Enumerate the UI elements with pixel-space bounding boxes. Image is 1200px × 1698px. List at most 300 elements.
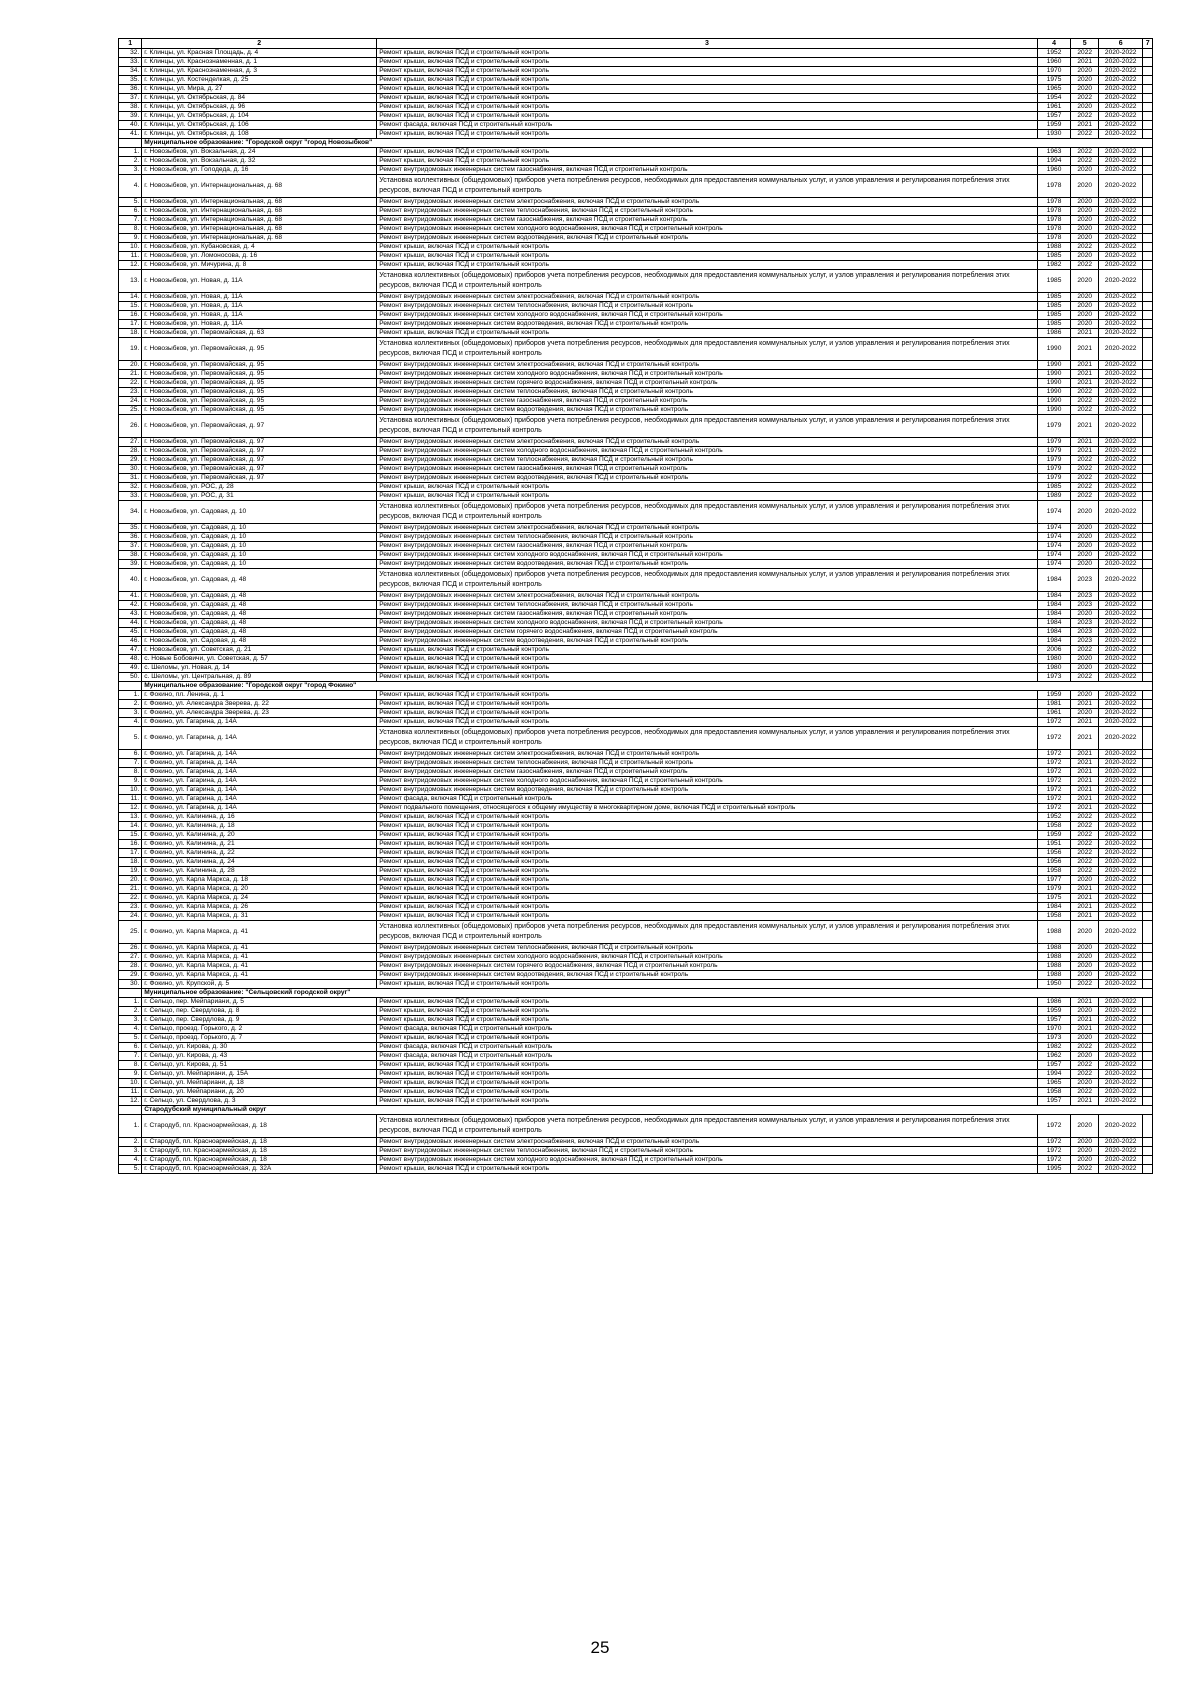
row-number: 23. xyxy=(119,903,142,912)
table-row xyxy=(119,58,1153,67)
planned-year: 2020 xyxy=(1071,225,1099,234)
address: г. Новозыбков, ул. Садовая, д. 48 xyxy=(142,592,377,601)
address: г. Фокино, ул. Гагарина, д. 14А xyxy=(142,795,377,804)
planned-year: 2022 xyxy=(1071,813,1099,822)
period: 2020-2022 xyxy=(1098,551,1142,560)
period: 2020-2022 xyxy=(1098,691,1142,700)
work-type: Ремонт внутридомовых инженерных систем холодного водоснабжения, включая ПСД и строительный контроль xyxy=(377,953,1037,962)
document-sheet xyxy=(118,38,1153,1174)
work-type: Ремонт внутридомовых инженерных систем холодного водоснабжения, включая ПСД и строительный контроль xyxy=(377,225,1037,234)
address: г. Новозыбков, ул. Первомайская, д. 97 xyxy=(142,465,377,474)
table-row xyxy=(119,628,1153,637)
address: г. Клинцы, ул. Октябрьская, д. 104 xyxy=(142,112,377,121)
table-row xyxy=(119,492,1153,501)
address: г. Фокино, пл. Ленина, д. 1 xyxy=(142,691,377,700)
build-year: 1972 xyxy=(1037,1147,1071,1156)
row-number: 1. xyxy=(119,1115,142,1138)
planned-year: 2022 xyxy=(1071,1061,1099,1070)
work-type: Ремонт крыши, включая ПСД и строительный контроль xyxy=(377,1034,1037,1043)
repair-program-table xyxy=(118,38,1153,1174)
table-row xyxy=(119,198,1153,207)
table-row xyxy=(119,822,1153,831)
planned-year: 2020 xyxy=(1071,293,1099,302)
row-number: 28. xyxy=(119,447,142,456)
build-year: 1960 xyxy=(1037,166,1071,175)
empty-col-7 xyxy=(1143,388,1153,397)
build-year: 1985 xyxy=(1037,302,1071,311)
planned-year: 2020 xyxy=(1071,709,1099,718)
planned-year: 2020 xyxy=(1071,664,1099,673)
work-type: Ремонт внутридомовых инженерных систем газоснабжения, включая ПСД и строительный контроль xyxy=(377,465,1037,474)
build-year: 1979 xyxy=(1037,438,1071,447)
table-row xyxy=(119,700,1153,709)
table-row xyxy=(119,912,1153,921)
table-row xyxy=(119,130,1153,139)
empty-col-7 xyxy=(1143,456,1153,465)
table-row xyxy=(119,709,1153,718)
row-number: 10. xyxy=(119,786,142,795)
row-number: 7. xyxy=(119,759,142,768)
table-row xyxy=(119,438,1153,447)
work-type: Ремонт внутридомовых инженерных систем холодного водоснабжения, включая ПСД и строительный контроль xyxy=(377,551,1037,560)
work-type: Ремонт внутридомовых инженерных систем теплоснабжения, включая ПСД и строительный контроль xyxy=(377,207,1037,216)
work-type: Ремонт крыши, включая ПСД и строительный контроль xyxy=(377,980,1037,989)
address: г. Сельцо, ул. Мейпариани, д. 18 xyxy=(142,1079,377,1088)
address: г. Фокино, ул. Карла Маркса, д. 41 xyxy=(142,971,377,980)
work-type: Ремонт внутридомовых инженерных систем электроснабжения, включая ПСД и строительный контроль xyxy=(377,524,1037,533)
table-row xyxy=(119,293,1153,302)
table-row xyxy=(119,49,1153,58)
planned-year: 2021 xyxy=(1071,121,1099,130)
table-row xyxy=(119,501,1153,524)
period: 2020-2022 xyxy=(1098,243,1142,252)
address: г. Сельцо, ул. Кирова, д. 30 xyxy=(142,1043,377,1052)
period: 2020-2022 xyxy=(1098,637,1142,646)
period: 2020-2022 xyxy=(1098,921,1142,944)
empty-col-7 xyxy=(1143,551,1153,560)
row-number: 14. xyxy=(119,293,142,302)
row-number: 38. xyxy=(119,103,142,112)
work-type: Ремонт крыши, включая ПСД и строительный контроль xyxy=(377,646,1037,655)
address: г. Фокино, ул. Карла Маркса, д. 26 xyxy=(142,903,377,912)
address: г. Фокино, ул. Гагарина, д. 14А xyxy=(142,804,377,813)
build-year: 1965 xyxy=(1037,85,1071,94)
work-type: Ремонт крыши, включая ПСД и строительный контроль xyxy=(377,876,1037,885)
empty-col-7 xyxy=(1143,415,1153,438)
period: 2020-2022 xyxy=(1098,1016,1142,1025)
planned-year: 2020 xyxy=(1071,921,1099,944)
work-type: Ремонт крыши, включая ПСД и строительный контроль xyxy=(377,76,1037,85)
table-row xyxy=(119,786,1153,795)
build-year: 1988 xyxy=(1037,962,1071,971)
table-row xyxy=(119,338,1153,361)
build-year: 1975 xyxy=(1037,894,1071,903)
row-number: 4. xyxy=(119,175,142,198)
work-type: Ремонт крыши, включая ПСД и строительный контроль xyxy=(377,58,1037,67)
period: 2020-2022 xyxy=(1098,1115,1142,1138)
planned-year: 2020 xyxy=(1071,501,1099,524)
planned-year: 2022 xyxy=(1071,112,1099,121)
period: 2020-2022 xyxy=(1098,1034,1142,1043)
address: г. Фокино, ул. Гагарина, д. 14А xyxy=(142,759,377,768)
row-number: 1. xyxy=(119,148,142,157)
planned-year: 2022 xyxy=(1071,646,1099,655)
build-year: 1984 xyxy=(1037,637,1071,646)
table-row xyxy=(119,320,1153,329)
work-type: Ремонт крыши, включая ПСД и строительный контроль xyxy=(377,243,1037,252)
empty-col-7 xyxy=(1143,76,1153,85)
row-number: 18. xyxy=(119,329,142,338)
build-year: 1973 xyxy=(1037,1034,1071,1043)
build-year: 1961 xyxy=(1037,709,1071,718)
empty-col-7 xyxy=(1143,980,1153,989)
address: г. Фокино, ул. Карла Маркса, д. 41 xyxy=(142,944,377,953)
address: г. Новозыбков, ул. Садовая, д. 48 xyxy=(142,628,377,637)
period: 2020-2022 xyxy=(1098,592,1142,601)
build-year: 1958 xyxy=(1037,822,1071,831)
table-row xyxy=(119,76,1153,85)
address: г. Новозыбков, ул. Голодеда, д. 16 xyxy=(142,166,377,175)
row-number: 13. xyxy=(119,813,142,822)
empty-col-7 xyxy=(1143,67,1153,76)
period: 2020-2022 xyxy=(1098,130,1142,139)
table-row xyxy=(119,270,1153,293)
address: с. Шеломы, ул. Новая, д. 14 xyxy=(142,664,377,673)
work-type: Установка коллективных (общедомовых) приборов учета потребления ресурсов, необходимых для предоставления коммунальных услуг, и узлов управления и регулирования потребления этих ресурсов, включая ПСД и строительный контроль xyxy=(377,1115,1037,1138)
work-type: Установка коллективных (общедомовых) приборов учета потребления ресурсов, необходимых для предоставления коммунальных услуг, и узлов управления и регулирования потребления этих ресурсов, включая ПСД и строительный контроль xyxy=(377,270,1037,293)
build-year: 1959 xyxy=(1037,691,1071,700)
table-row xyxy=(119,718,1153,727)
row-number: 25. xyxy=(119,921,142,944)
work-type: Ремонт крыши, включая ПСД и строительный контроль xyxy=(377,849,1037,858)
build-year: 1970 xyxy=(1037,67,1071,76)
build-year: 1988 xyxy=(1037,971,1071,980)
row-number: 11. xyxy=(119,795,142,804)
planned-year: 2020 xyxy=(1071,175,1099,198)
planned-year: 2021 xyxy=(1071,912,1099,921)
empty-col-7 xyxy=(1143,94,1153,103)
build-year: 1990 xyxy=(1037,406,1071,415)
work-type: Ремонт крыши, включая ПСД и строительный контроль xyxy=(377,655,1037,664)
table-row xyxy=(119,1070,1153,1079)
work-type: Ремонт внутридомовых инженерных систем водоотведения, включая ПСД и строительный контроль xyxy=(377,560,1037,569)
build-year: 1978 xyxy=(1037,198,1071,207)
work-type: Ремонт внутридомовых инженерных систем электроснабжения, включая ПСД и строительный контроль xyxy=(377,361,1037,370)
period: 2020-2022 xyxy=(1098,216,1142,225)
table-row xyxy=(119,67,1153,76)
empty-col-7 xyxy=(1143,962,1153,971)
work-type: Ремонт внутридомовых инженерных систем электроснабжения, включая ПСД и строительный контроль xyxy=(377,293,1037,302)
work-type: Установка коллективных (общедомовых) приборов учета потребления ресурсов, необходимых для предоставления коммунальных услуг, и узлов управления и регулирования потребления этих ресурсов, включая ПСД и строительный контроль xyxy=(377,921,1037,944)
address: г. Сельцо, ул. Кирова, д. 51 xyxy=(142,1061,377,1070)
table-row xyxy=(119,243,1153,252)
table-row xyxy=(119,569,1153,592)
row-number: 9. xyxy=(119,234,142,243)
col-header-2: 2 xyxy=(142,39,377,49)
row-number: 12. xyxy=(119,1097,142,1106)
address: г. Новозыбков, ул. Интернациональная, д. 68 xyxy=(142,207,377,216)
planned-year: 2022 xyxy=(1071,849,1099,858)
address: г. Фокино, ул. Гагарина, д. 14А xyxy=(142,768,377,777)
page-number: 25 xyxy=(590,1638,610,1657)
empty-col-7 xyxy=(1143,673,1153,682)
row-number: 3. xyxy=(119,709,142,718)
planned-year: 2021 xyxy=(1071,1016,1099,1025)
empty-col-7 xyxy=(1143,261,1153,270)
period: 2020-2022 xyxy=(1098,1147,1142,1156)
period: 2020-2022 xyxy=(1098,474,1142,483)
row-number: 49. xyxy=(119,664,142,673)
planned-year: 2020 xyxy=(1071,691,1099,700)
row-number: 16. xyxy=(119,311,142,320)
address: г. Клинцы, ул. Октябрьская, д. 108 xyxy=(142,130,377,139)
table-row xyxy=(119,85,1153,94)
address: г. Новозыбков, ул. Интернациональная, д. 68 xyxy=(142,198,377,207)
planned-year: 2021 xyxy=(1071,58,1099,67)
table-row xyxy=(119,261,1153,270)
build-year: 1984 xyxy=(1037,601,1071,610)
address: г. Фокино, ул. Крупской, д. 5 xyxy=(142,980,377,989)
period: 2020-2022 xyxy=(1098,1156,1142,1165)
address: г. Сельцо, ул. Мейпариани, д. 15А xyxy=(142,1070,377,1079)
work-type: Ремонт крыши, включая ПСД и строительный контроль xyxy=(377,998,1037,1007)
build-year: 1979 xyxy=(1037,447,1071,456)
period: 2020-2022 xyxy=(1098,293,1142,302)
table-row xyxy=(119,166,1153,175)
period: 2020-2022 xyxy=(1098,1097,1142,1106)
table-row xyxy=(119,998,1153,1007)
row-number: 18. xyxy=(119,858,142,867)
work-type: Ремонт внутридомовых инженерных систем горячего водоснабжения, включая ПСД и строительный контроль xyxy=(377,962,1037,971)
address: г. Новозыбков, ул. Вокзальная, д. 24 xyxy=(142,148,377,157)
work-type: Ремонт внутридомовых инженерных систем электроснабжения, включая ПСД и строительный контроль xyxy=(377,198,1037,207)
build-year: 1978 xyxy=(1037,234,1071,243)
empty-col-7 xyxy=(1143,103,1153,112)
planned-year: 2020 xyxy=(1071,962,1099,971)
row-number: 30. xyxy=(119,980,142,989)
empty-col-7 xyxy=(1143,175,1153,198)
table-row xyxy=(119,795,1153,804)
period: 2020-2022 xyxy=(1098,569,1142,592)
planned-year: 2021 xyxy=(1071,700,1099,709)
build-year: 1994 xyxy=(1037,1070,1071,1079)
work-type: Ремонт крыши, включая ПСД и строительный контроль xyxy=(377,1016,1037,1025)
planned-year: 2020 xyxy=(1071,1115,1099,1138)
row-number: 27. xyxy=(119,438,142,447)
period: 2020-2022 xyxy=(1098,718,1142,727)
period: 2020-2022 xyxy=(1098,533,1142,542)
build-year: 1985 xyxy=(1037,311,1071,320)
work-type: Ремонт фасада, включая ПСД и строительный контроль xyxy=(377,1052,1037,1061)
row-number: 6. xyxy=(119,207,142,216)
empty-col-7 xyxy=(1143,166,1153,175)
build-year: 1972 xyxy=(1037,1156,1071,1165)
build-year: 1994 xyxy=(1037,157,1071,166)
address: г. Новозыбков, ул. Ломоносова, д. 16 xyxy=(142,252,377,261)
address: г. Фокино, ул. Карла Маркса, д. 41 xyxy=(142,921,377,944)
address: г. Фокино, ул. Гагарина, д. 14А xyxy=(142,777,377,786)
row-number: 9. xyxy=(119,1070,142,1079)
planned-year: 2020 xyxy=(1071,610,1099,619)
empty-col-7 xyxy=(1143,1052,1153,1061)
build-year: 1986 xyxy=(1037,998,1071,1007)
work-type: Ремонт крыши, включая ПСД и строительный контроль xyxy=(377,252,1037,261)
period: 2020-2022 xyxy=(1098,406,1142,415)
address: г. Фокино, ул. Калинина, д. 16 xyxy=(142,813,377,822)
address: г. Новозыбков, ул. Садовая, д. 48 xyxy=(142,601,377,610)
planned-year: 2021 xyxy=(1071,903,1099,912)
table-row xyxy=(119,361,1153,370)
planned-year: 2020 xyxy=(1071,234,1099,243)
col-header-3: 3 xyxy=(377,39,1037,49)
work-type: Ремонт внутридомовых инженерных систем электроснабжения, включая ПСД и строительный контроль xyxy=(377,438,1037,447)
work-type: Установка коллективных (общедомовых) приборов учета потребления ресурсов, необходимых для предоставления коммунальных услуг, и узлов управления и регулирования потребления этих ресурсов, включая ПСД и строительный контроль xyxy=(377,569,1037,592)
build-year: 1982 xyxy=(1037,1043,1071,1052)
period: 2020-2022 xyxy=(1098,912,1142,921)
period: 2020-2022 xyxy=(1098,998,1142,1007)
empty-col-7 xyxy=(1143,1165,1153,1174)
build-year: 1985 xyxy=(1037,483,1071,492)
table-row xyxy=(119,415,1153,438)
planned-year: 2023 xyxy=(1071,619,1099,628)
row-number: 15. xyxy=(119,302,142,311)
period: 2020-2022 xyxy=(1098,885,1142,894)
address: г. Клинцы, ул. Красная Площадь, д. 4 xyxy=(142,49,377,58)
period: 2020-2022 xyxy=(1098,103,1142,112)
planned-year: 2022 xyxy=(1071,243,1099,252)
work-type: Ремонт крыши, включая ПСД и строительный контроль xyxy=(377,867,1037,876)
empty-col-7 xyxy=(1143,637,1153,646)
work-type: Ремонт крыши, включая ПСД и строительный контроль xyxy=(377,1070,1037,1079)
empty-col-7 xyxy=(1143,1034,1153,1043)
section-title: Муниципальное образование: "Сельцовский городской округ" xyxy=(142,989,1153,998)
table-row xyxy=(119,1007,1153,1016)
build-year: 1988 xyxy=(1037,944,1071,953)
planned-year: 2020 xyxy=(1071,944,1099,953)
row-number: 22. xyxy=(119,894,142,903)
row-number: 11. xyxy=(119,1088,142,1097)
period: 2020-2022 xyxy=(1098,628,1142,637)
row-number: 2. xyxy=(119,157,142,166)
table-row xyxy=(119,768,1153,777)
address: г. Новозыбков, ул. Первомайская, д. 97 xyxy=(142,415,377,438)
build-year: 1963 xyxy=(1037,148,1071,157)
table-row xyxy=(119,406,1153,415)
work-type: Ремонт внутридомовых инженерных систем водоотведения, включая ПСД и строительный контроль xyxy=(377,971,1037,980)
empty-col-7 xyxy=(1143,921,1153,944)
work-type: Ремонт крыши, включая ПСД и строительный контроль xyxy=(377,813,1037,822)
period: 2020-2022 xyxy=(1098,121,1142,130)
work-type: Ремонт крыши, включая ПСД и строительный контроль xyxy=(377,700,1037,709)
table-row xyxy=(119,1097,1153,1106)
work-type: Ремонт крыши, включая ПСД и строительный контроль xyxy=(377,858,1037,867)
period: 2020-2022 xyxy=(1098,876,1142,885)
table-row xyxy=(119,397,1153,406)
period: 2020-2022 xyxy=(1098,610,1142,619)
empty-col-7 xyxy=(1143,474,1153,483)
build-year: 1984 xyxy=(1037,619,1071,628)
address: г. Новозыбков, ул. Садовая, д. 10 xyxy=(142,524,377,533)
planned-year: 2020 xyxy=(1071,67,1099,76)
planned-year: 2020 xyxy=(1071,560,1099,569)
period: 2020-2022 xyxy=(1098,709,1142,718)
address: г. Клинцы, ул. Октябрьская, д. 84 xyxy=(142,94,377,103)
address: г. Новозыбков, ул. Садовая, д. 10 xyxy=(142,501,377,524)
work-type: Ремонт внутридомовых инженерных систем теплоснабжения, включая ПСД и строительный контроль xyxy=(377,388,1037,397)
build-year: 1972 xyxy=(1037,1138,1071,1147)
build-year: 1984 xyxy=(1037,610,1071,619)
build-year: 1990 xyxy=(1037,338,1071,361)
build-year: 1974 xyxy=(1037,560,1071,569)
row-number: 43. xyxy=(119,610,142,619)
build-year: 1979 xyxy=(1037,885,1071,894)
address: г. Фокино, ул. Калинина, д. 18 xyxy=(142,822,377,831)
empty-col-7 xyxy=(1143,998,1153,1007)
empty-col-7 xyxy=(1143,148,1153,157)
work-type: Ремонт внутридомовых инженерных систем газоснабжения, включая ПСД и строительный контроль xyxy=(377,216,1037,225)
empty-col-7 xyxy=(1143,664,1153,673)
work-type: Ремонт крыши, включая ПСД и строительный контроль xyxy=(377,673,1037,682)
planned-year: 2022 xyxy=(1071,840,1099,849)
planned-year: 2023 xyxy=(1071,601,1099,610)
empty-col-7 xyxy=(1143,619,1153,628)
work-type: Ремонт внутридомовых инженерных систем водоотведения, включая ПСД и строительный контроль xyxy=(377,234,1037,243)
row-number: 40. xyxy=(119,569,142,592)
row-number: 10. xyxy=(119,1079,142,1088)
row-number: 30. xyxy=(119,465,142,474)
period: 2020-2022 xyxy=(1098,1165,1142,1174)
build-year: 1988 xyxy=(1037,243,1071,252)
planned-year: 2020 xyxy=(1071,252,1099,261)
table-row xyxy=(119,876,1153,885)
work-type: Ремонт внутридомовых инженерных систем холодного водоснабжения, включая ПСД и строительный контроль xyxy=(377,619,1037,628)
empty-col-7 xyxy=(1143,759,1153,768)
address: г. Новозыбков, ул. Первомайская, д. 95 xyxy=(142,361,377,370)
table-row xyxy=(119,592,1153,601)
table-row xyxy=(119,759,1153,768)
address: г. Клинцы, ул. Мира, д. 27 xyxy=(142,85,377,94)
build-year: 1984 xyxy=(1037,592,1071,601)
period: 2020-2022 xyxy=(1098,94,1142,103)
work-type: Ремонт крыши, включая ПСД и строительный контроль xyxy=(377,664,1037,673)
empty-col-7 xyxy=(1143,252,1153,261)
work-type: Ремонт фасада, включая ПСД и строительный контроль xyxy=(377,795,1037,804)
col-header-4: 4 xyxy=(1037,39,1071,49)
row-number: 41. xyxy=(119,592,142,601)
work-type: Ремонт фасада, включая ПСД и строительный контроль xyxy=(377,1025,1037,1034)
empty-col-7 xyxy=(1143,795,1153,804)
period: 2020-2022 xyxy=(1098,207,1142,216)
empty-col-7 xyxy=(1143,542,1153,551)
row-number: 1. xyxy=(119,998,142,1007)
work-type: Ремонт крыши, включая ПСД и строительный контроль xyxy=(377,885,1037,894)
period: 2020-2022 xyxy=(1098,1070,1142,1079)
address: г. Новозыбков, ул. Первомайская, д. 63 xyxy=(142,329,377,338)
planned-year: 2022 xyxy=(1071,388,1099,397)
period: 2020-2022 xyxy=(1098,1088,1142,1097)
work-type: Ремонт внутридомовых инженерных систем газоснабжения, включая ПСД и строительный контроль xyxy=(377,542,1037,551)
period: 2020-2022 xyxy=(1098,646,1142,655)
empty-col-7 xyxy=(1143,1115,1153,1138)
work-type: Ремонт внутридомовых инженерных систем теплоснабжения, включая ПСД и строительный контроль xyxy=(377,601,1037,610)
row-number: 38. xyxy=(119,551,142,560)
empty-col-7 xyxy=(1143,1088,1153,1097)
period: 2020-2022 xyxy=(1098,379,1142,388)
row-number: 8. xyxy=(119,225,142,234)
work-type: Ремонт внутридомовых инженерных систем газоснабжения, включая ПСД и строительный контроль xyxy=(377,397,1037,406)
build-year: 1972 xyxy=(1037,1115,1071,1138)
empty-col-7 xyxy=(1143,225,1153,234)
